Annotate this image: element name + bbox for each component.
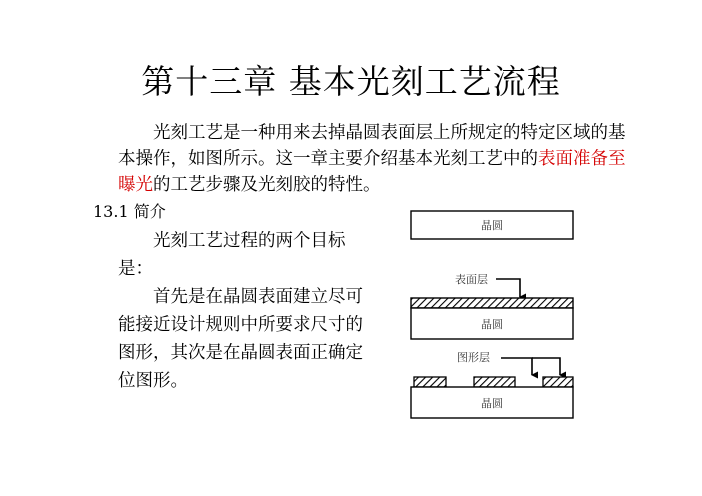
intro-text-end: 的工艺步骤及光刻胶的特性。 xyxy=(153,175,381,195)
highlighted-term: 表面准备至曝光 xyxy=(118,149,626,195)
pattern-block-1 xyxy=(414,377,446,387)
explanation-paragraph: 首先是在晶圆表面建立尽可能接近设计规则中所要求尺寸的图形，其次是在晶圆表面正确定位图形。 xyxy=(118,287,363,391)
pattern-layer-arrow-1 xyxy=(501,358,532,375)
pattern-layer-arrow-2 xyxy=(532,358,560,375)
pattern-block-2 xyxy=(474,377,515,387)
intro-text-start: 光刻工艺是一种用来去掉晶圆表面层上所规定的特定区域的基本操作，如图所示。这一章主要介绍基本光刻工艺中的 xyxy=(118,123,626,169)
wafer-label-2: 晶圆 xyxy=(481,318,503,331)
pattern-block-3 xyxy=(543,377,573,387)
wafer-label-1: 晶圆 xyxy=(481,219,503,232)
wafer-label-3: 晶圆 xyxy=(481,397,503,410)
page-title: 第十三章 基本光刻工艺流程 xyxy=(141,62,561,101)
body-text xyxy=(118,227,366,395)
surface-layer xyxy=(411,298,573,308)
lithography-diagram xyxy=(405,206,583,424)
surface-layer-label: 表面层 xyxy=(455,273,488,286)
goals-paragraph: 光刻工艺过程的两个目标是： xyxy=(118,231,346,279)
pattern-layer-label: 图形层 xyxy=(457,351,490,364)
intro-paragraph xyxy=(118,120,638,198)
surface-layer-arrow xyxy=(496,279,520,297)
lithography-figure xyxy=(405,206,583,424)
section-heading: 13.1 简介 xyxy=(93,202,166,221)
